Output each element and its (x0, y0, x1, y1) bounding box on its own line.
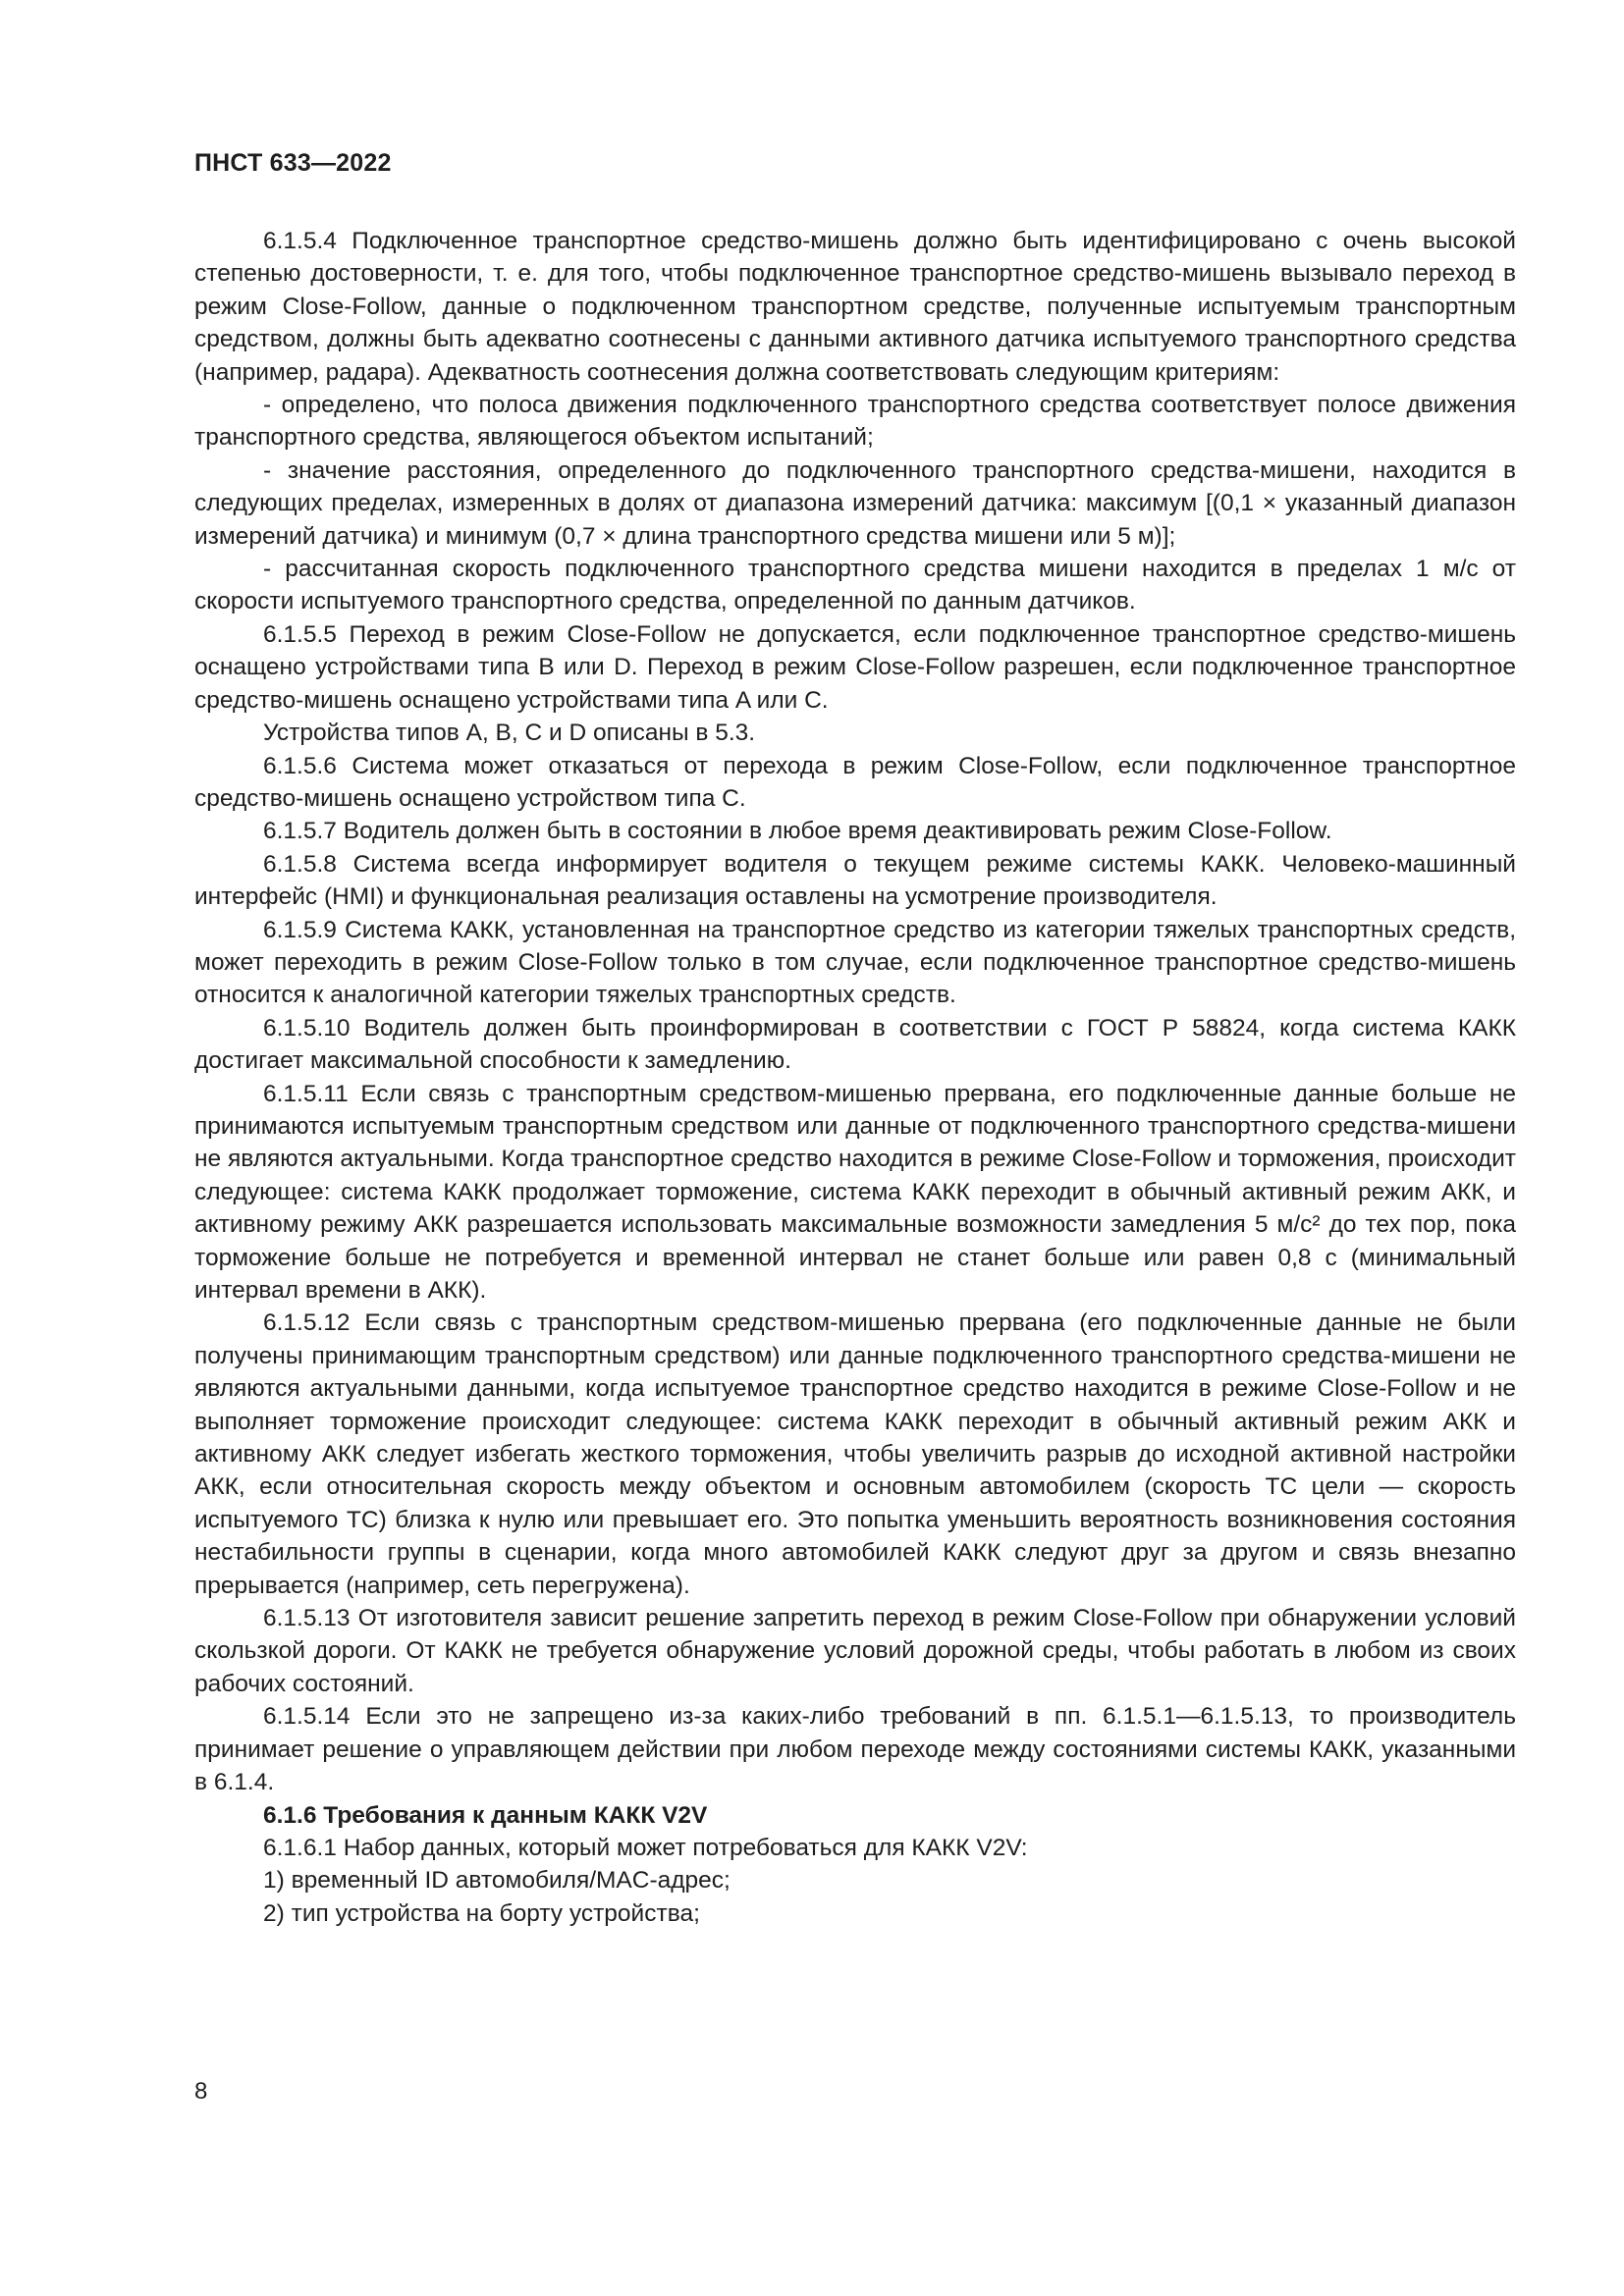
criteria-item-lane: - определено, что полоса движения подключенного транспортного средства соответствует полосе движения транспортного средства, являющегося объектом испытаний; (194, 392, 1516, 452)
paragraph-6-1-5-5: 6.1.5.5 Переход в режим Close-Follow не допускается, если подключенное транспортное средство-мишень оснащено устройствами типа B или D. Переход в режим Close-Follow разрешен, если подключенное транспортное средство-мишень оснащено устройствами типа A или C. (194, 620, 1516, 714)
paragraph-6-1-5-12: 6.1.5.12 Если связь с транспортным средством-мишенью прервана (его подключенные данные не были получены принимающим транспортным средством) или данные подключенного транспортного средства-мишени не являются актуальными данными, когда испытуемое транспортное средство находится в режиме Close-Follow и не выполняет торможение происходит следующее: система КАКК переходит в обычный активный режим АКК и активному АКК следует избегать жесткого торможения, чтобы увеличить разрыв до исходной активной настройки АКК, если относительная скорость между объектом и основным автомобилем (скорость ТС цели — скорость испытуемого ТС) близка к нулю или превышает его. Это попытка уменьшить вероятность возникновения состояния нестабильности группы в сценарии, когда много автомобилей КАКК следуют друг за другом и связь внезапно прерывается (например, сеть перегружена). (194, 1309, 1516, 1599)
criteria-item-speed: - рассчитанная скорость подключенного транспортного средства мишени находится в пределах 1 м/с от скорости испытуемого транспортного средства, определенной по данным датчиков. (194, 556, 1516, 615)
list-item-vehicle-id: 1) временный ID автомобиля/MAC-адрес; (263, 1867, 731, 1895)
criteria-item-distance: - значение расстояния, определенного до подключенного транспортного средства-мишени, находится в следующих пределах, измеренных в долях от диапазона измерений датчика: максимум [(0,1 × указанный диапазон измерений датчика) и минимум (0,7 × длина транспортного средства мишени или 5 м)]; (194, 456, 1516, 550)
paragraph-6-1-5-7: 6.1.5.7 Водитель должен быть в состоянии в любое время деактивировать режим Close-Follow. (263, 818, 1332, 845)
document-code: ПНСТ 633—2022 (194, 149, 392, 177)
paragraph-6-1-5-10: 6.1.5.10 Водитель должен быть проинформирован в соответствии с ГОСТ Р 58824, когда система КАКК достигает максимальной способности к замедлению. (194, 1014, 1516, 1075)
paragraph-6-1-5-9: 6.1.5.9 Система КАКК, установленная на транспортное средство из категории тяжелых транспортных средств, может переходить в режим Close-Follow только в том случае, если подключенное транспортное средство-мишень относится к аналогичной категории тяжелых транспортных средств. (194, 916, 1516, 1009)
document-body (194, 225, 1516, 1930)
paragraph-6-1-5-14: 6.1.5.14 Если это не запрещено из-за каких-либо требований в пп. 6.1.5.1—6.1.5.13, то производитель принимает решение о управляющем действии при любом переходе между состояниями системы КАКК, указанными в 6.1.4. (194, 1703, 1516, 1796)
paragraph-6-1-5-6: 6.1.5.6 Система может отказаться от перехода в режим Close-Follow, если подключенное транспортное средство-мишень оснащено устройством типа C. (194, 752, 1516, 812)
paragraph-device-types-note: Устройства типов A, B, C и D описаны в 5.3. (263, 720, 756, 747)
paragraph-6-1-5-13: 6.1.5.13 От изготовителя зависит решение запретить переход в режим Close-Follow при обнаружении условий скользкой дороги. От КАКК не требуется обнаружение условий дорожной среды, чтобы работать в любом из своих рабочих состояний. (194, 1605, 1516, 1697)
paragraph-6-1-5-4: 6.1.5.4 Подключенное транспортное средство-мишень должно быть идентифицировано с очень высокой степенью достоверности, т. е. для того, чтобы подключенное транспортное средство-мишень вызывало переход в режим Close-Follow, данные о подключенном транспортном средстве, полученные испытуемым транспортным средством, должны быть адекватно соотнесены с данными активного датчика испытуемого транспортного средства (например, радара). Адекватность соотнесения должна соответствовать следующим критериям: (194, 228, 1516, 386)
section-heading-6-1-6: 6.1.6 Требования к данным КАКК V2V (263, 1801, 708, 1829)
paragraph-6-1-6-1: 6.1.6.1 Набор данных, который может потребоваться для КАКК V2V: (263, 1834, 1028, 1861)
list-item-device-type: 2) тип устройства на борту устройства; (263, 1899, 700, 1927)
page-number: 8 (194, 2078, 208, 2105)
paragraph-6-1-5-8: 6.1.5.8 Система всегда информирует водителя о текущем режиме системы КАКК. Человеко-машинный интерфейс (HMI) и функциональная реализация оставлены на усмотрение производителя. (194, 850, 1516, 911)
paragraph-6-1-5-11: 6.1.5.11 Если связь с транспортным средством-мишенью прервана, его подключенные данные больше не принимаются испытуемым транспортным средством или данные от подключенного транспортного средства-мишени не являются актуальными. Когда транспортное средство находится в режиме Close-Follow и торможения, происходит следующее: система КАКК продолжает торможение, система КАКК переходит в обычный активный режим АКК, и активному режиму АКК разрешается использовать максимальные возможности замедления 5 м/с² до тех пор, пока торможение больше не потребуется и временной интервал не станет больше или равен 0,8 с (минимальный интервал времени в АКК). (194, 1080, 1516, 1304)
